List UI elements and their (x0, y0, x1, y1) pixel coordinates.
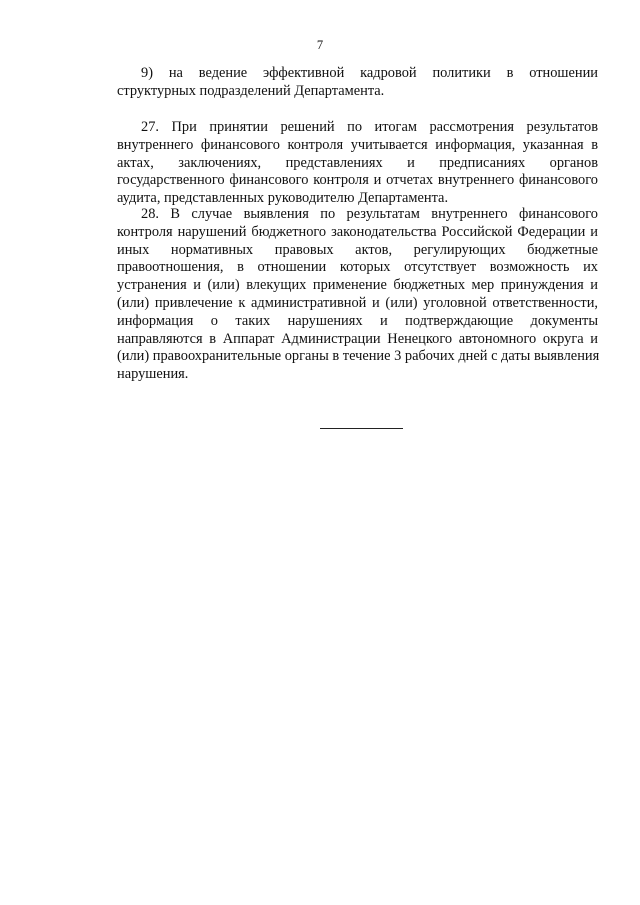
paragraph-line: внутреннего финансового контроля учитывается информация, указанная в (117, 136, 598, 153)
paragraph-item-28 (117, 206, 598, 384)
paragraph-item-27 (117, 119, 598, 208)
paragraph-line: информация о таких нарушениях и подтверждающие документы (117, 312, 598, 329)
paragraph-line: нарушения. (117, 366, 189, 383)
paragraph-line: контроля нарушений бюджетного законодательства Российской Федерации и (117, 223, 598, 240)
paragraph-line: структурных подразделений Департамента. (117, 82, 385, 99)
paragraph-line: 28. В случае выявления по результатам внутреннего финансового (141, 206, 598, 222)
paragraph-item-9 (117, 65, 598, 101)
paragraph-line: устранения и (или) влекущих применение бюджетных мер принуждения и (117, 277, 598, 294)
paragraph-line: иных нормативных правовых актов, регулирующих бюджетные (117, 241, 598, 258)
paragraph-line: направляются в Аппарат Администрации Ненецкого автономного округа и (117, 330, 598, 347)
page-number: 7 (316, 38, 324, 52)
paragraph-line: актах, заключениях, представлениях и предписаниях органов (117, 154, 598, 171)
paragraph-line: 27. При принятии решений по итогам рассмотрения результатов (141, 119, 598, 135)
document-end-rule (320, 428, 403, 429)
paragraph-line: аудита, представленных руководителю Департамента. (117, 190, 449, 207)
paragraph-line: правоотношения, в отношении которых отсутствует возможность их (117, 259, 598, 276)
paragraph-line: 9) на ведение эффективной кадровой политики в отношении (141, 65, 598, 81)
paragraph-line: (или) привлечение к административной и (или) уголовной ответственности, (117, 294, 598, 311)
paragraph-line: государственного финансового контроля и отчетах внутреннего финансового (117, 172, 598, 189)
paragraph-line: (или) правоохранительные органы в течение 3 рабочих дней с даты выявления (117, 348, 600, 365)
